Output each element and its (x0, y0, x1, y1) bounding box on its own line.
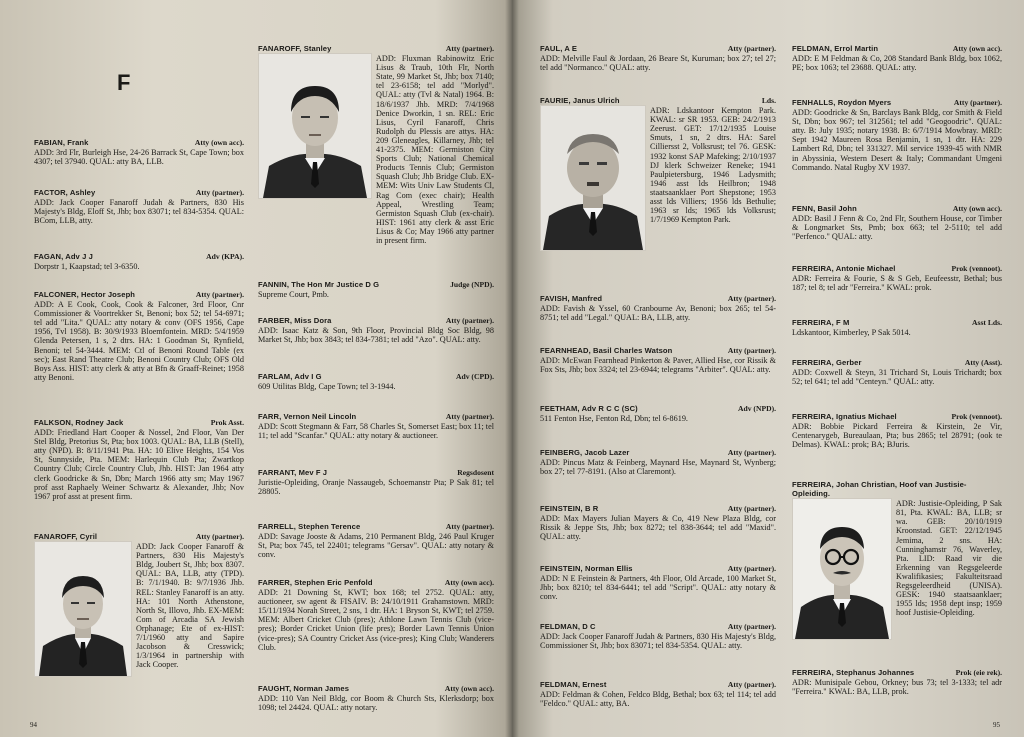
entry-name: FALCONER, Hector Joseph (34, 290, 136, 299)
entry-role: Lds. (761, 96, 776, 105)
portrait-photo (792, 498, 892, 640)
right-page (512, 0, 1024, 737)
entry (258, 522, 494, 559)
entry-text: Dorpstr 1, Kaapstad; tel 3-6350. (34, 262, 140, 272)
entry-name: FARRELL, Stephen Terence (258, 522, 361, 531)
entry-text: ADD: 21 Downing St, KWT; box 168; tel 2752. QUAL: atty, auctioneer, sw agent & FISAIV. B: 24/10/1911 Grahamstown. MRD: 15/11/1934 Norah Street, 2 sns, 1 dtr. HA: 1 Bryson St, KWT; tel 2759. MEM: Albert Cricket Club (pres); Athlone Lawn Tennis Club (vice-pres); Border Cricket Union (life pres); Border Lawn Tennis Union (vice-pres); SA Country Cricket Ass (vice-pres); King Club; Wanderers Club. (258, 588, 494, 652)
entry-role: Atty (partner). (195, 532, 244, 541)
entry-role: Atty (own acc). (444, 684, 494, 693)
entry-name: FEARNHEAD, Basil Charles Watson (540, 346, 673, 355)
page-number-left: 94 (30, 721, 37, 729)
portrait-photo (540, 105, 646, 251)
entry-role: Atty (partner). (727, 44, 776, 53)
entry-text: Ldskantoor, Kimberley, P Sak 5014. (792, 328, 911, 338)
entry-role: Atty (Asst). (964, 358, 1002, 367)
entry-text: ADD: 110 Van Neil Bldg, cor Boom & Church Sts, Klerksdorp; box 1098; tel 24424. QUAL: atty notary. (258, 694, 494, 713)
entry (792, 264, 1002, 292)
entry-name: FARRANT, Mev F J (258, 468, 328, 477)
entry-name: FERREIRA, Johan Christian, Hoof van Justisie-Opleiding. (792, 480, 967, 499)
entry (34, 188, 244, 225)
entry-text: ADR: Ldskantoor Kempton Park. KWAL: sr SR 1953. GEB: 24/2/1913 Zeerust. GET: 17/12/1935 Louise Smuts, 1 sn, 2 dtrs. HA: Sarel Cilliersst 2, Volksrust; tel 76. GESK: 1932 konst SAP Mafeking; 2/10/1937 DJ klerk Schweizer Reneke; 1941 Paulpietersburg, 1946 Ladysmith; 1946 asst lds Heilbron; 1948 staatsaanklaer Port Shepstone; 1953 asst lds Villiers; 1956 lds Bethulie; 1963 sr lds; 1965 lds Volksrust; 1/7/1969 Kempton Park. (650, 106, 776, 225)
entry-text: ADD: A E Cook, Cook, Cook & Falconer, 3rd Floor, Cnr Commissioner & Voortrekker St, Benoni; box 52; tel 54-6971; tel add "Lita." QUAL: atty notary & conv (OFS 1956, Cape 1956, Tvl 1958). B: 30/9/1933 Bloemfontein. MRD: 5/4/1959 Glenda Petersen, 1 s, 2 dtrs. HA: 1 Goodman St, Rynfield, Benoni; tel 54-3444. MEM: Ctl of Benoni Round Table (ex sec); East Rand Theatre Club; Benoni Country Club; OFS Old Boys Ass. HIST: atty clerk & atty at Bfn & Graaff-Reinet; 1958 atty Benoni. (34, 300, 244, 382)
entry-role: Atty (partner). (445, 316, 494, 325)
entry (792, 98, 1002, 172)
entry-text: ADD: Melville Faul & Jordaan, 26 Beare St, Kuruman; box 27; tel 27; tel add "Normanco." QUAL: atty. (540, 54, 776, 73)
entry (540, 564, 776, 601)
entry-text: ADD: Jack Cooper Fanaroff Judah & Partners, 830 His Majesty's Bldg, Eloff St, Jhb; box 83071; tel 834-5354. QUAL: BCom, LLB, atty. (34, 198, 244, 226)
entry-role: Prok (eie rek). (955, 668, 1002, 677)
entry-name: FABIAN, Frank (34, 138, 89, 147)
book-gutter (505, 0, 519, 737)
entry-role: Atty (partner). (727, 448, 776, 457)
entry-name: FERREIRA, Stephanus Johannes (792, 668, 915, 677)
entry (258, 412, 494, 440)
entry-text: ADD: Jack Cooper Fanaroff Judah & Partners, 830 His Majesty's Bldg, Commissioner St, Jhb; box 83071; tel 834-5354. QUAL: atty. (540, 632, 776, 651)
portrait-photo (34, 541, 132, 677)
right-column-1 (540, 0, 776, 737)
entry-name: FERREIRA, F M (792, 318, 850, 327)
page-number-right: 95 (993, 721, 1000, 729)
entry-text: ADD: Basil J Fenn & Co, 2nd Flr, Southern House, cor Timber & Longmarket Sts, Pmb; box 663; tel 2-5110; tel add "Perfenco." QUAL: atty. (792, 214, 1002, 242)
entry-name: FALKSON, Rodney Jack (34, 418, 124, 427)
entry-text: ADD: N E Feinstein & Partners, 4th Floor, Old Arcade, 100 Market St, Jhb; box 8210; tel 834-6441; tel add "Script". QUAL: atty notary & conv. (540, 574, 776, 602)
entry (540, 44, 776, 72)
right-column-2 (792, 0, 1002, 737)
entry (34, 252, 244, 271)
entry-text: ADD: Fluxman Rabinowitz Eric Lisus & Traub, 10th Flr, North State, 99 Market St, Jhb; box 7140; tel 23-6158; tel add "Morlyd". QUAL: atty (Tvl & Natal) 1964. B: 18/6/1937 Jhb. MRD: 7/4/1968 Denice Dworkin, 1 sn. REL: Eric Lisus, Cyril Fanaroff, Chris Rudolph du Plessis are attys. HA: 209 Gleneagles, Killarney, Jhb; tel 41-2375. MEM: Germiston City Sports Club; National Chemical Products Tennis Club; Germiston Squash Club; Jhb Bridge Club. EX-MEM: Wits Univ Law Students Cl, Rag Com (exec chair); Health Appeal, Wrestling Team; Germiston Squash Club (ex-chair). HIST: 1961 atty clerk & asst Eric Lisus & Co; May 1966 atty partner in present firm. (376, 54, 494, 245)
entry-name: FERREIRA, Ignatius Michael (792, 412, 897, 421)
entry-role: Asst Lds. (972, 318, 1002, 327)
entry (540, 448, 776, 476)
entry-name: FEINSTEIN, B R (540, 504, 599, 513)
entry-with-photo (258, 44, 494, 245)
entry-name: FEINSTEIN, Norman Ellis (540, 564, 633, 573)
entry-text: ADD: E M Feldman & Co, 208 Standard Bank Bldg, box 1062, PE; box 1063; tel 23688. QUAL: atty. (792, 54, 1002, 73)
entry-role: Atty (partner). (445, 412, 494, 421)
portrait-icon (259, 54, 371, 198)
entry-name: FAGAN, Adv J J (34, 252, 93, 261)
entry-name: FAUGHT, Norman James (258, 684, 350, 693)
entry-text: ADD: Jack Cooper Fanaroff & Partners, 830 His Majesty's Bldg, Joubert St, Jhb; box 8307. QUAL: BA, LLB, atty (TPD). B: 7/1/1940. B: 9/7/1936 Jhb. REL: Stanley Fanaroff is an atty. HA: 101 North Athenstone, North St, Illovo, Jhb. EX-MEM: Com of Arcadia SA Jewish Orphanage; Ete of ex-HIST: 7/1/1960 atty and Sapire Jacobson & Cresswick; 1/3/1964 in partnership with Jack Cooper. (136, 542, 244, 670)
entry-with-photo (792, 480, 1002, 640)
entry-role: Atty (own acc). (952, 204, 1002, 213)
entry-text: ADD: Pincus Matz & Feinberg, Maynard Hse, Maynard St, Wynberg; box 27; tel 77-8191. (Also at Claremont). (540, 458, 776, 477)
entry-with-photo (34, 532, 244, 677)
entry-name: FARR, Vernon Neil Lincoln (258, 412, 357, 421)
entry-role: Judge (NPD). (450, 280, 494, 289)
entry-name: FENN, Basil John (792, 204, 857, 213)
entry-name: FARLAM, Adv I G (258, 372, 322, 381)
entry-name: FANNIN, The Hon Mr Justice D G (258, 280, 380, 289)
entry (540, 622, 776, 650)
entry-text: ADD: Friedland Hart Cooper & Nossel, 2nd Floor, Van Der Stel Bldg, Pretorius St, Pta; box 1003. QUAL: BA, LLB (Stell), atty (NPD). B: 8/11/1941 Pta. HA: 10 Elive Heights, 154 Vos St, Sunnyside, Pta. MEM: Harlequin Club Pta; Zwartkop Country Club; Circle Country Club, Jhb. HIST: Jan 1964 atty clerk Goodricke & Sn, Dbn; March 1966 atty sm; May 1967 prof asst Raphaely Weiner Schwartz & Alexander, Jhb; Nov 1967 prof asst at present firm. (34, 428, 244, 501)
entry (792, 204, 1002, 241)
entry-role: Atty (own acc). (952, 44, 1002, 53)
entry (34, 418, 244, 501)
entry (792, 668, 1002, 696)
left-column-1 (34, 0, 244, 737)
entry (34, 290, 244, 382)
entry (258, 316, 494, 344)
entry-role: Regsdosent (457, 468, 494, 477)
entry (258, 578, 494, 652)
entry-text: ADD: 3rd Flr, Burleigh Hse, 24-26 Barrack St, Cape Town; box 4307; tel 37940. QUAL: atty BA, LLB. (34, 148, 244, 167)
entry-name: FANAROFF, Cyril (34, 532, 98, 541)
entry-name: FACTOR, Ashley (34, 188, 96, 197)
entry-name: FEINBERG, Jacob Lazer (540, 448, 630, 457)
entry-role: Atty (partner). (195, 290, 244, 299)
entry-text: ADD: Coxwell & Steyn, 31 Trichard St, Louis Trichardt; box 52; tel 641; tel add "Centeyn." QUAL: atty. (792, 368, 1002, 387)
left-column-2 (258, 0, 494, 737)
entry-name: FARRER, Stephen Eric Penfold (258, 578, 373, 587)
section-letter: F (117, 70, 131, 95)
entry-role: Prok Asst. (210, 418, 244, 427)
entry-name: FEETHAM, Adv R C C (SC) (540, 404, 638, 413)
entry-role: Atty (partner). (727, 680, 776, 689)
entry-name: FERREIRA, Gerber (792, 358, 862, 367)
entry-name: FELDMAN, D C (540, 622, 596, 631)
entry (540, 404, 776, 423)
entry (540, 680, 776, 708)
entry-name: FERREIRA, Antonie Michael (792, 264, 896, 273)
entry-role: Atty (partner). (953, 98, 1002, 107)
entry (792, 318, 1002, 337)
entry-text: ADD: Favish & Yssel, 60 Cranbourne Av, Benoni; box 265; tel 54-8751; tel add "Legal." QUAL: BA, LLB, atty. (540, 304, 776, 323)
entry-role: Atty (partner). (445, 522, 494, 531)
entry-text: ADD: Savage Jooste & Adams, 210 Permanent Bldg, 246 Paul Kruger St, Pta; box 745, tel 22401; telegrams "Gersav". QUAL: atty notary & conv. (258, 532, 494, 560)
entry-role: Atty (partner). (195, 188, 244, 197)
entry (540, 346, 776, 374)
entry-name: FELDMAN, Ernest (540, 680, 607, 689)
entry-role: Atty (partner). (445, 44, 494, 53)
portrait-icon (793, 499, 891, 639)
entry-name: FARBER, Miss Dora (258, 316, 332, 325)
entry-role: Atty (partner). (727, 346, 776, 355)
entry-text: Supreme Court, Pmb. (258, 290, 329, 300)
entry-text: ADR: Ferreira & Fourie, S & S Geb, Eeufeesstr, Bethal; bus 187; tel 8; tel adr "Ferreira." KWAL: prok. (792, 274, 1002, 293)
entry-name: FAVISH, Manfred (540, 294, 603, 303)
portrait-icon (541, 106, 645, 250)
entry-name: FAURIE, Janus Ulrich (540, 96, 620, 105)
entry (258, 468, 494, 496)
entry-role: Atty (partner). (727, 504, 776, 513)
portrait-icon (35, 542, 131, 676)
entry-text: 511 Fenton Hse, Fenton Rd, Dbn; tel 6-8619. (540, 414, 688, 424)
entry-text: ADD: Scott Stegmann & Farr, 58 Charles St, Somerset East; box 11; tel 11; tel add "Scanfar." QUAL: atty notary & auctioneer. (258, 422, 494, 441)
entry-role: Adv (NPD). (738, 404, 776, 413)
entry-text: ADD: Feldman & Cohen, Feldco Bldg, Bethal; box 63; tel 114; tel add "Feldco." QUAL: atty, BA. (540, 690, 776, 709)
entry-text: ADD: Max Mayers Julian Mayers & Co, 419 New Plaza Bldg, cor Rissik & Jeppe Sts, Jhb; box 8272; tel 838-3644; tel add "Maxid". QUAL: atty. (540, 514, 776, 542)
entry (792, 358, 1002, 386)
entry-name: FENHALLS, Roydon Myers (792, 98, 892, 107)
entry (792, 412, 1002, 449)
entry-role: Atty (partner). (727, 622, 776, 631)
entry-role: Adv (KPA). (206, 252, 244, 261)
entry-role: Adv (CPD). (456, 372, 494, 381)
entry-name: FANAROFF, Stanley (258, 44, 332, 53)
entry-text: ADD: Goodricke & Sn, Barclays Bank Bldg, cor Smith & Field St, Dbn; box 967; tel 312561; tel add "Geogoodric". QUAL: atty. B: July 1935; notary 1938. B: 6/7/1914 Mowbray. MRD: Sept 1942 Maureen Rosa Benjamin, 1 sn, 1 dtr. HA: 229 Lambert Rd, Dbn; tel 331327. Mil service 1939-45 with NMR in Abyssinia, Western Desert & Italy; Commandant Umgeni Commando. Natal Rugby XV 1937. (792, 108, 1002, 172)
entry (258, 684, 494, 712)
entry-role: Atty (own acc). (444, 578, 494, 587)
entry-role: Atty (partner). (727, 294, 776, 303)
entry (34, 138, 244, 166)
entry-with-photo (540, 96, 776, 251)
entry-role: Prok (vennoot). (951, 264, 1002, 273)
entry (540, 294, 776, 322)
entry-text: ADD: McEwan Fearnhead Pinkerton & Paver, Allied Hse, cor Rissik & Fox Sts, Jhb; box 3324; tel 23-6944; telegrams "Arbiter". QUAL: atty. (540, 356, 776, 375)
entry-name: FELDMAN, Errol Martin (792, 44, 879, 53)
entry-text: ADD: Isaac Katz & Son, 9th Floor, Provincial Bldg Soc Bldg, 98 Market St, Jhb; box 3843; tel 834-7381; tel add "Azo". QUAL: atty. (258, 326, 494, 345)
entry-text: Juristie-Opleiding, Oranje Nassaugeb, Schoemanstr Pta; P Sak 81; tel 28805. (258, 478, 494, 497)
entry (792, 44, 1002, 72)
portrait-photo (258, 53, 372, 199)
entry (258, 280, 494, 299)
entry-role: Atty (own acc). (194, 138, 244, 147)
entry-text: ADR: Justisie-Opleiding, P Sak 81, Pta. KWAL: BA, LLB; sr wa. GEB: 20/10/1919 Kroonstad. GET: 22/12/1945 Jemima, 2 sns. HA: Cunninghamstr 76, Waverley, Pta. LID: Raad vir die Erkenning van Regsgeleerde Kwalifikasies; Fakulteitsraad Regsgeleerdheid (UNISA). GESK: 1940 staatsaanklaer; 1955 lds; 1958 dept insp; 1959 hoof Justisie-Opleiding. (896, 499, 1002, 618)
entry-role: Atty (partner). (727, 564, 776, 573)
entry (258, 372, 494, 391)
entry-text: ADR: Munisipale Gebou, Orkney; bus 73; tel 3-1333; tel adr "Ferreira." KWAL: BA, LLB, prok. (792, 678, 1002, 697)
entry-role: Prok (vennoot). (951, 412, 1002, 421)
entry-name: FAUL, A E (540, 44, 578, 53)
entry (540, 504, 776, 541)
entry-text: 609 Utilitas Bldg, Cape Town; tel 3-1944. (258, 382, 396, 392)
entry-text: ADR: Bobbie Pickard Ferreira & Kirstein, 2e Vir, Centenarygeb, Bureaulaan, Pta; bus 2865; tel 28791; (ook te Delmas). KWAL: prok; BA; BJuris. (792, 422, 1002, 450)
